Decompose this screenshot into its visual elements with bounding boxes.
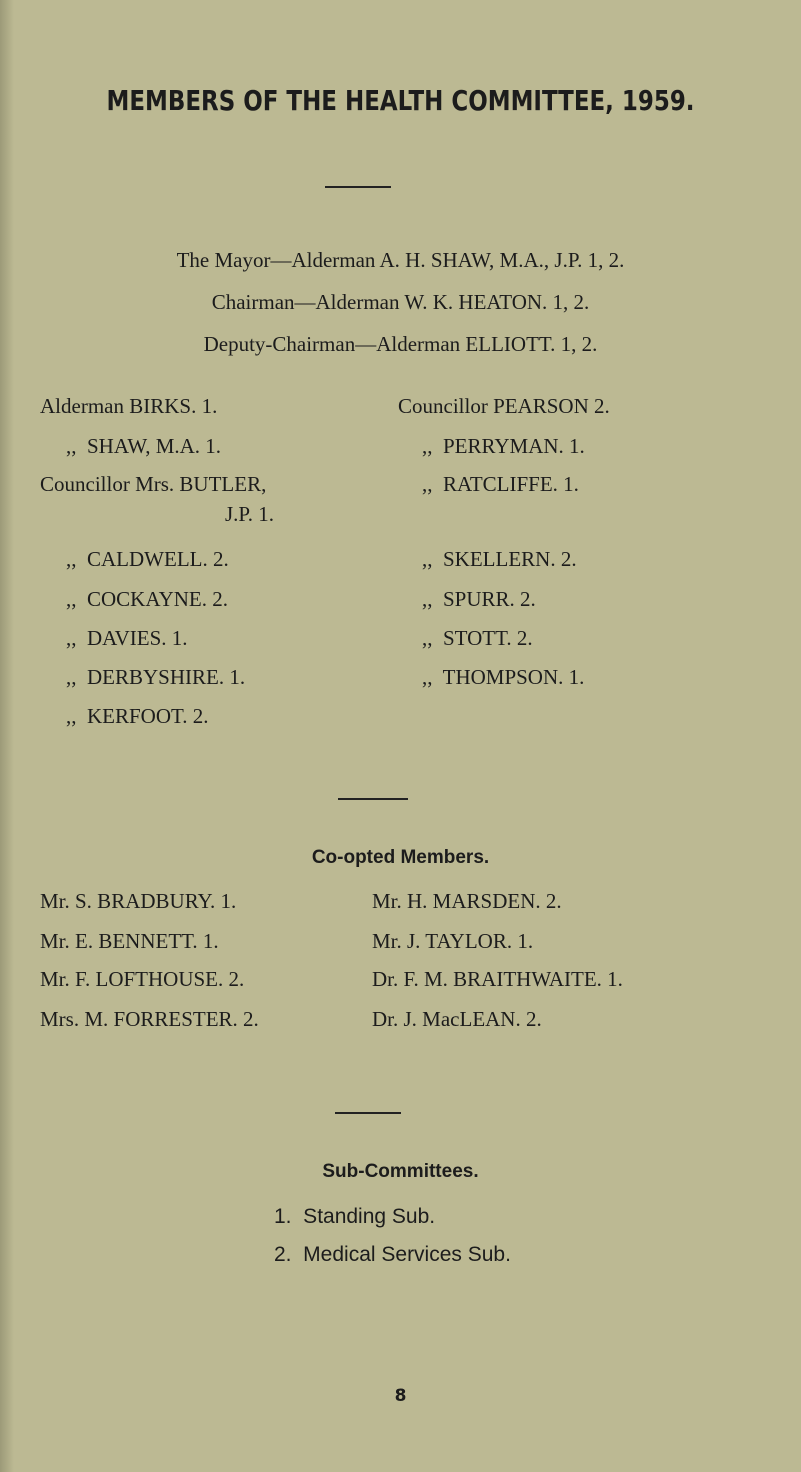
coopted-member: Dr. J. MacLEAN. 2. [372,1007,542,1031]
member-right: ,, STOTT. 2. [422,626,533,650]
page-title: MEMBERS OF THE HEALTH COMMITTEE, 1959. [106,84,695,117]
subcommittees-heading: Sub-Committees. [322,1161,479,1182]
coopted-member: Mr. H. MARSDEN. 2. [372,889,562,913]
officer-mayor: The Mayor—Alderman A. H. SHAW, M.A., J.P. 1, 2. [176,248,625,272]
member-left: ,, KERFOOT. 2. [66,704,209,728]
coopted-member: Mr. J. TAYLOR. 1. [372,929,534,953]
coopted-member: Mr. S. BRADBURY. 1. [40,889,237,913]
member-left: ,, SHAW, M.A. 1. [66,434,222,458]
member-right: ,, PERRYMAN. 1. [422,434,585,458]
member-right: ,, SKELLERN. 2. [422,547,577,571]
member-left: Councillor Mrs. BUTLER, [40,472,267,496]
subcommittee-item: 1. Standing Sub. [274,1205,436,1228]
subcommittee-item: 2. Medical Services Sub. [274,1243,511,1266]
divider [338,798,408,800]
officer-deputy-chairman: Deputy-Chairman—Alderman ELLIOTT. 1, 2. [203,332,598,356]
page-edge-shadow [0,0,14,1472]
member-right: ,, RATCLIFFE. 1. [422,472,579,496]
member-right: ,, THOMPSON. 1. [422,665,585,689]
member-right: Councillor PEARSON 2. [398,394,610,418]
page-number: 8 [394,1386,407,1406]
member-right: ,, SPURR. 2. [422,587,536,611]
member-left: ,, CALDWELL. 2. [66,547,229,571]
coopted-member: Mrs. M. FORRESTER. 2. [40,1007,259,1031]
coopted-member: Mr. F. LOFTHOUSE. 2. [40,967,245,991]
coopted-member: Mr. E. BENNETT. 1. [40,929,219,953]
divider [325,186,391,188]
member-left: Alderman BIRKS. 1. [40,394,218,418]
coopted-heading: Co-opted Members. [311,847,490,868]
member-left: ,, DAVIES. 1. [66,626,188,650]
member-left: J.P. 1. [225,502,275,526]
officer-chairman: Chairman—Alderman W. K. HEATON. 1, 2. [211,290,590,314]
coopted-member: Dr. F. M. BRAITHWAITE. 1. [372,967,623,991]
divider [335,1112,401,1114]
member-left: ,, DERBYSHIRE. 1. [66,665,246,689]
member-left: ,, COCKAYNE. 2. [66,587,228,611]
